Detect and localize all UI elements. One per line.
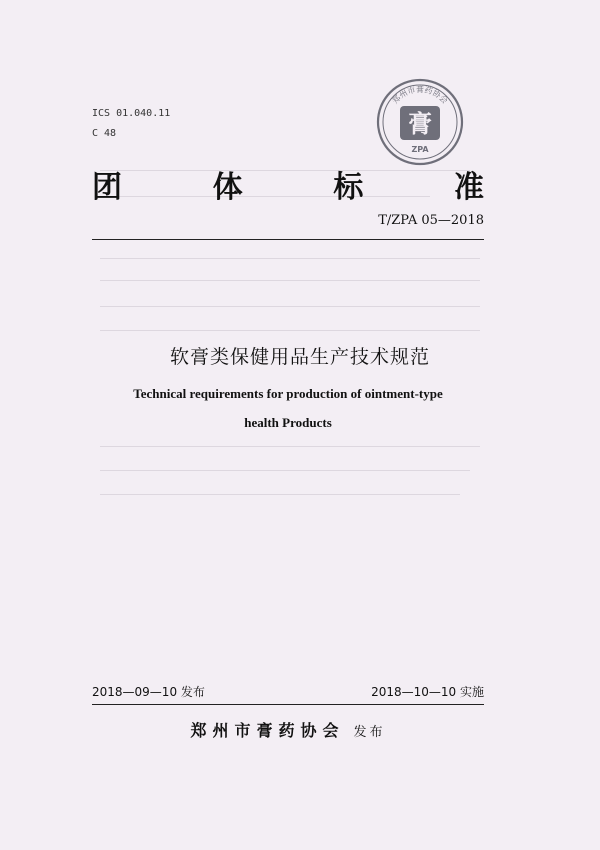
bleed-through-line	[100, 258, 480, 259]
standard-type-char: 标	[333, 170, 364, 205]
standard-type-char: 准	[453, 170, 484, 205]
title-chinese: 软膏类保健用品生产技术规范	[169, 346, 430, 368]
title-english-line2: health Products	[244, 415, 332, 430]
issue-date: 2018—09—10 发布	[92, 685, 205, 699]
standard-type-char: 体	[212, 170, 243, 205]
publisher-line	[0, 718, 576, 741]
publisher-verb: 发布	[353, 725, 386, 740]
association-seal-icon	[376, 78, 464, 166]
standard-type-char: 团	[92, 170, 122, 205]
bleed-through-line	[100, 306, 480, 307]
bleed-through-line	[100, 446, 480, 447]
bottom-divider	[92, 704, 484, 705]
publisher-name: 郑州市膏药协会	[190, 721, 345, 740]
bleed-through-line	[100, 470, 470, 471]
seal-ring-text: 郑州市膏药协会	[390, 85, 450, 106]
implementation-date: 2018—10—10 实施	[371, 685, 484, 699]
bleed-through-line	[100, 280, 480, 281]
title-english-line1: Technical requirements for production of ointment-type	[133, 386, 443, 401]
ccs-code: C 48	[92, 128, 117, 139]
standard-type-heading	[92, 162, 484, 206]
seal-center-glyph: 膏	[408, 110, 432, 138]
ics-code: ICS 01.040.11	[92, 108, 171, 119]
bleed-through-line	[100, 494, 460, 495]
seal-abbr: ZPA	[411, 145, 429, 154]
standard-number: T/ZPA 05—2018	[378, 213, 484, 228]
top-divider	[92, 239, 484, 240]
bleed-through-line	[100, 330, 480, 331]
